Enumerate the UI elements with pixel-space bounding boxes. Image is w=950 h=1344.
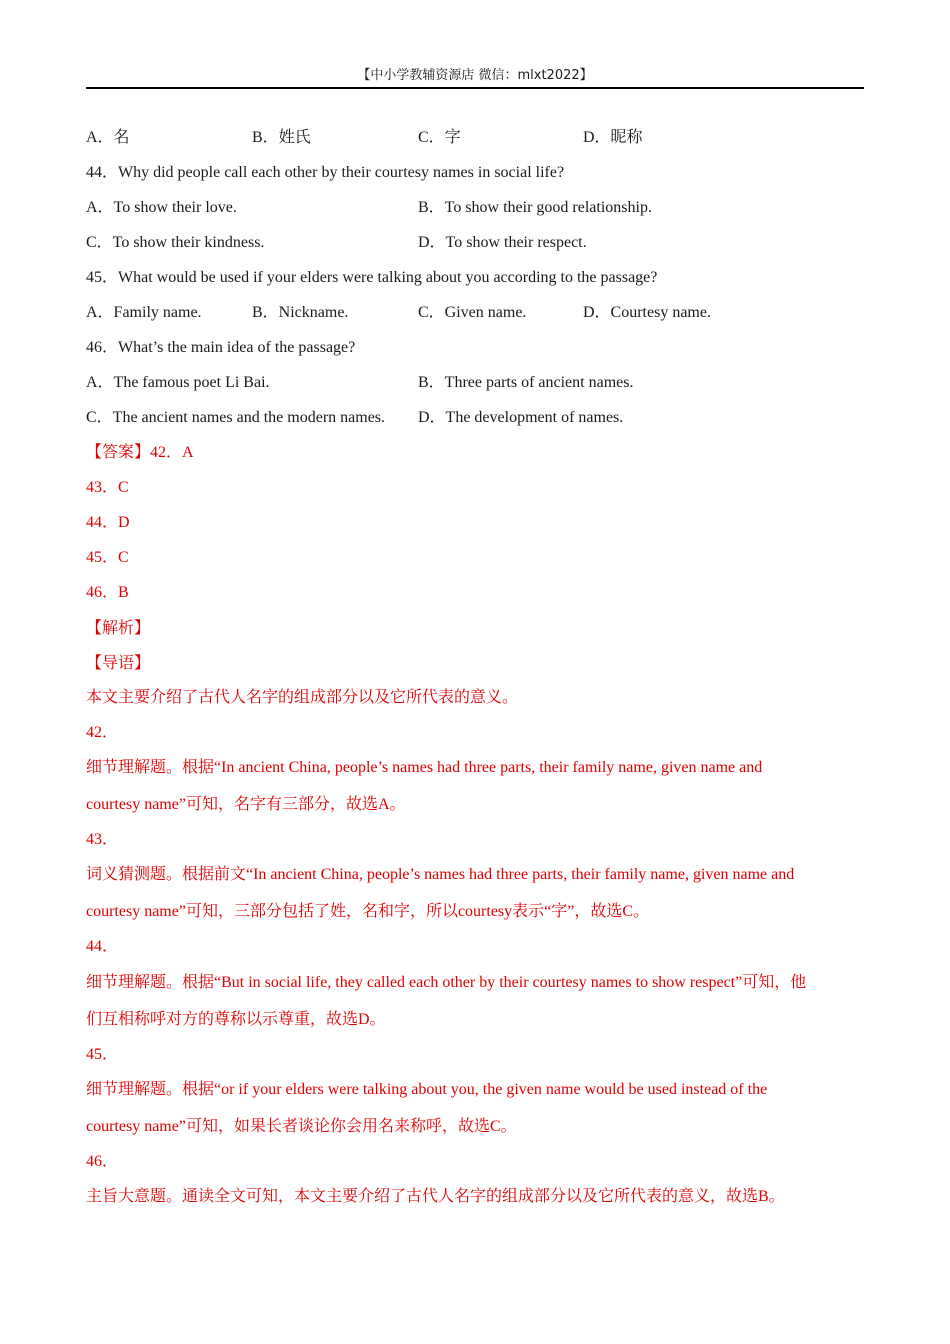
q46-options-row2 xyxy=(86,406,876,430)
analysis-45-line1: 细节理解题。根据“or if your elders were talking about you, the given name would be used instead of the xyxy=(86,1081,768,1098)
q43-options xyxy=(86,126,876,150)
q45-option-b: B．Nickname. xyxy=(252,304,349,321)
analysis-45-line2: courtesy name”可知，如果长者谈论你会用名来称呼，故选C。 xyxy=(86,1118,517,1135)
q45-option-d: D．Courtesy name. xyxy=(583,304,711,321)
analysis-42-line2: courtesy name”可知，名字有三部分，故选A。 xyxy=(86,796,406,813)
analysis-42-line1: 细节理解题。根据“In ancient China, people’s names had three parts, their family name, given name and xyxy=(86,759,763,776)
q45-stem: 45．What would be used if your elders were talking about you according to the passage? xyxy=(86,269,658,286)
page-header: 【中小学教辅资源店 微信：mlxt2022】 xyxy=(86,66,864,89)
answer-42: 【答案】42．A xyxy=(86,444,194,461)
q46-option-c: C．The ancient names and the modern names. xyxy=(86,409,386,426)
q44-option-b: B．To show their good relationship. xyxy=(418,199,652,216)
q44-options-row1 xyxy=(86,196,876,220)
q45-option-a: A．Family name. xyxy=(86,304,202,321)
q46-option-b: B．Three parts of ancient names. xyxy=(418,374,634,391)
analysis-44-number: 44． xyxy=(86,938,119,955)
q44-option-a: A．To show their love. xyxy=(86,199,237,216)
analysis-title: 【解析】 xyxy=(86,620,151,637)
q46-stem: 46．What’s the main idea of the passage? xyxy=(86,339,356,356)
q44-option-d: D．To show their respect. xyxy=(418,234,587,251)
answer-44: 44．D xyxy=(86,514,130,531)
q43-option-a: A．名 xyxy=(86,129,130,146)
answer-43: 43．C xyxy=(86,479,129,496)
q46-option-a: A．The famous poet Li Bai. xyxy=(86,374,270,391)
analysis-42-number: 42． xyxy=(86,724,119,741)
intro-text: 本文主要介绍了古代人名字的组成部分以及它所代表的意义。 xyxy=(86,689,519,706)
analysis-44-line2: 们互相称呼对方的尊称以示尊重，故选D。 xyxy=(86,1011,386,1028)
analysis-43-line1: 词义猜测题。根据前文“In ancient China, people’s names had three parts, their family name, given name and xyxy=(86,866,795,883)
q44-stem: 44．Why did people call each other by their courtesy names in social life? xyxy=(86,164,565,181)
answer-46: 46．B xyxy=(86,584,129,601)
q45-option-c: C．Given name. xyxy=(418,304,527,321)
q44-options-row2 xyxy=(86,231,876,255)
intro-title: 【导语】 xyxy=(86,655,151,672)
q43-option-d: D．昵称 xyxy=(583,129,643,146)
analysis-45-number: 45． xyxy=(86,1046,119,1063)
analysis-44-line1: 细节理解题。根据“But in social life, they called each other by their courtesy names to show respect”可知，他 xyxy=(86,974,807,991)
q46-options-row1 xyxy=(86,371,876,395)
q45-options xyxy=(86,301,876,325)
q43-option-c: C．字 xyxy=(418,129,461,146)
analysis-46-number: 46． xyxy=(86,1153,119,1170)
q46-option-d: D．The development of names. xyxy=(418,409,624,426)
answer-45: 45．C xyxy=(86,549,129,566)
analysis-43-line2: courtesy name”可知，三部分包括了姓，名和字，所以courtesy表示“字”，故选C。 xyxy=(86,903,650,920)
q44-option-c: C．To show their kindness. xyxy=(86,234,265,251)
analysis-46-line1: 主旨大意题。通读全文可知，本文主要介绍了古代人名字的组成部分以及它所代表的意义，故选B。 xyxy=(86,1188,785,1205)
analysis-43-number: 43． xyxy=(86,831,119,848)
q43-option-b: B．姓氏 xyxy=(252,129,311,146)
